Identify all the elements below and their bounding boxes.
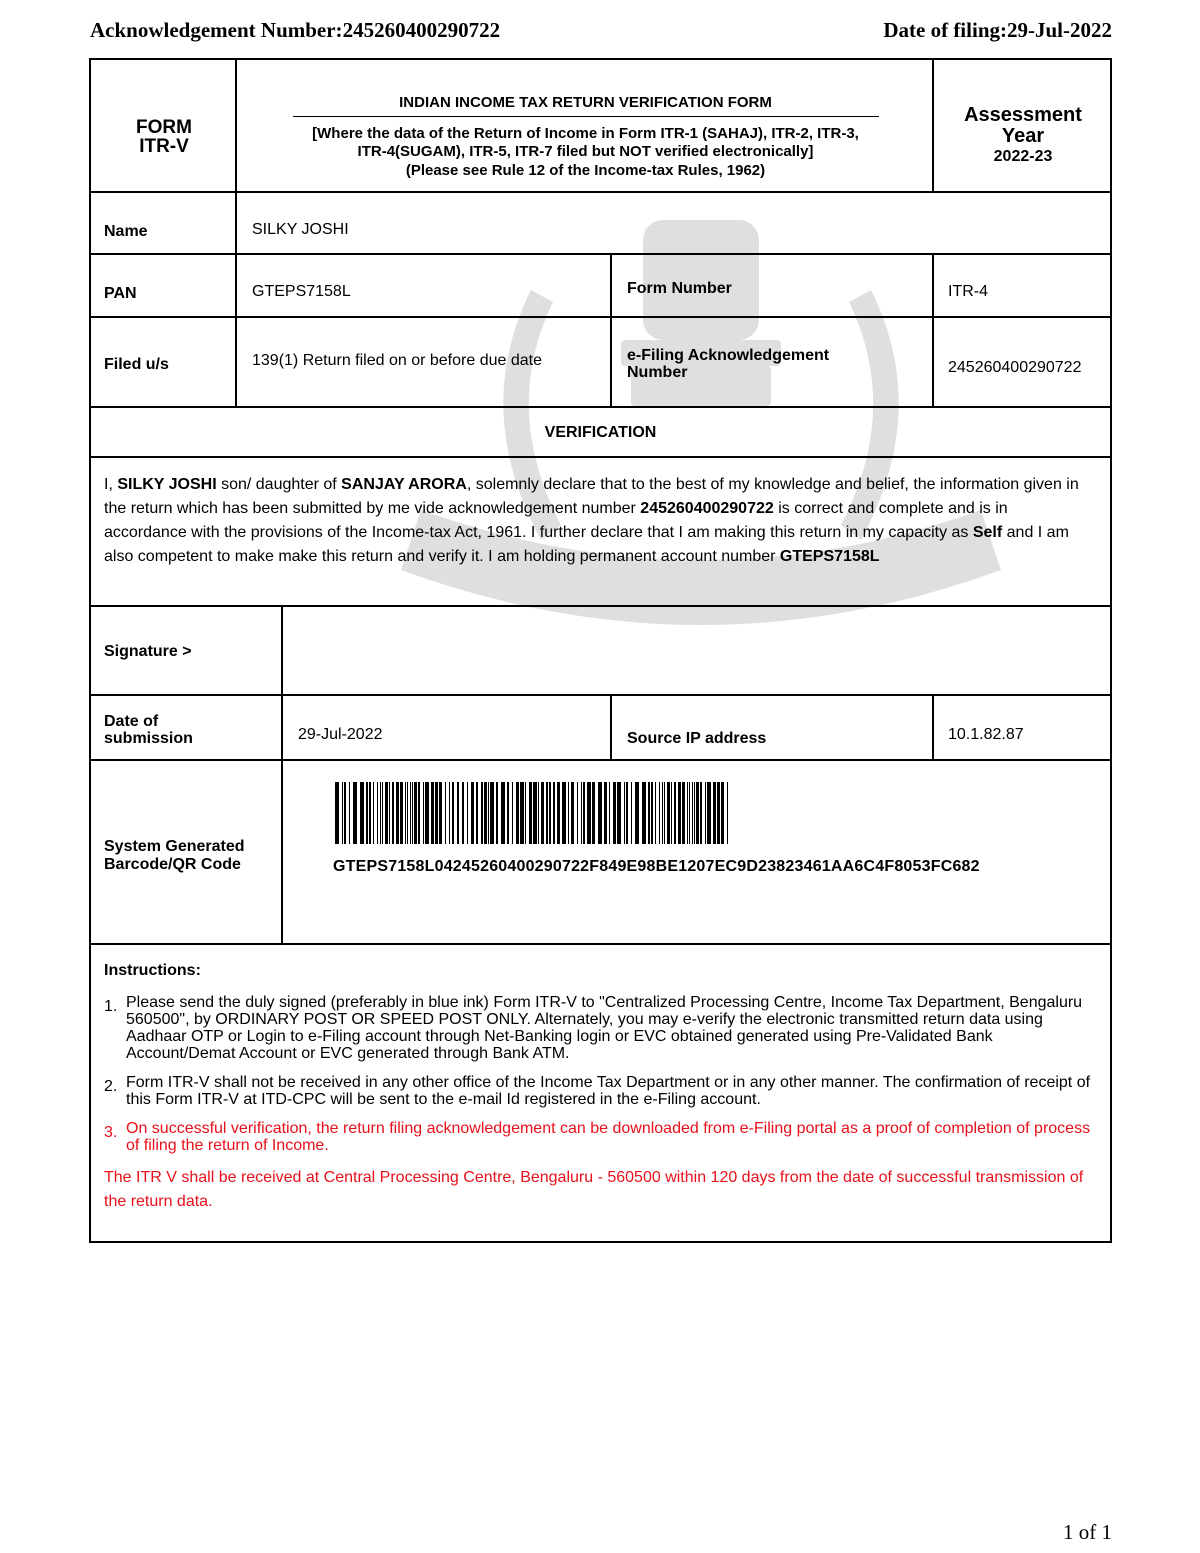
- barcode-bar: [476, 782, 478, 844]
- barcode-bar: [423, 782, 424, 844]
- barcode-bar: [598, 782, 602, 844]
- barcode-bar: [342, 782, 343, 844]
- barcode-bar: [694, 782, 695, 844]
- barcode-bar: [557, 782, 560, 844]
- barcode-bar: [581, 782, 582, 844]
- barcode-bar: [687, 782, 688, 844]
- barcode-bar: [525, 782, 526, 844]
- barcode-bar: [721, 782, 724, 844]
- form-subtitle-3: (Please see Rule 12 of the Income-tax Rules, 1962): [405, 162, 766, 179]
- barcode-bar: [418, 782, 420, 844]
- barcode-bar: [533, 782, 537, 844]
- barcode-bar: [507, 782, 509, 844]
- barcode-bar: [662, 782, 663, 844]
- title-underline: [293, 116, 879, 117]
- barcode-bar: [659, 782, 660, 844]
- barcode-bar: [538, 782, 539, 844]
- form-number-value: ITR-4: [948, 283, 988, 300]
- signature-label: Signature >: [104, 643, 192, 660]
- form-line1: FORM: [136, 117, 192, 138]
- divider: [91, 943, 1110, 945]
- barcode-bar: [671, 782, 672, 844]
- form-id-cell: [91, 60, 237, 193]
- barcode-bar: [631, 782, 632, 844]
- date-label-line2: submission: [104, 730, 193, 747]
- divider: [91, 456, 1110, 458]
- efiling-label-line1: e-Filing Acknowledgement: [627, 347, 830, 364]
- signature-box: [283, 607, 1112, 694]
- ack-label: Acknowledgement Number:: [90, 18, 343, 42]
- divider: [91, 694, 1110, 696]
- barcode-label-line2: Barcode/QR Code: [104, 856, 241, 873]
- barcode-bar: [705, 782, 706, 844]
- barcode-bar: [389, 782, 390, 844]
- instructions-section: [104, 962, 1094, 1214]
- barcode-bar: [467, 782, 468, 844]
- decl-ack-number: 245260400290722: [640, 500, 774, 517]
- barcode-bar: [481, 782, 483, 844]
- barcode-bar: [651, 782, 653, 844]
- ay-line2: Year: [1001, 125, 1045, 147]
- barcode-label-line1: System Generated: [104, 838, 245, 855]
- decl-capacity: Self: [972, 524, 1003, 541]
- decl-text: , solemnly declare that to the best of my knowledge and belief, the information given in the return which has been submitted by me vide acknowledgement number: [104, 476, 1079, 517]
- barcode-bar: [360, 782, 364, 844]
- ack-number: 245260400290722: [342, 18, 501, 42]
- barcode-bar: [717, 782, 720, 844]
- barcode-bar: [431, 782, 434, 844]
- barcode-bar: [667, 782, 670, 844]
- barcode-bar: [439, 782, 442, 844]
- filed-label: Filed u/s: [104, 356, 169, 373]
- barcode-bar: [377, 782, 378, 844]
- barcode-bar: [400, 782, 403, 844]
- barcode-bar: [396, 782, 399, 844]
- barcode-bar: [471, 782, 474, 844]
- barcode-bar: [609, 782, 610, 844]
- barcode-bar: [520, 782, 524, 844]
- barcode-bar: [349, 782, 350, 844]
- page-number: 1 of 1: [1063, 1520, 1112, 1544]
- efiling-label-line2: Number: [627, 364, 688, 381]
- source-ip-label: Source IP address: [627, 730, 767, 747]
- barcode-bar: [457, 782, 459, 844]
- barcode-bar: [689, 782, 690, 844]
- barcode-bar: [335, 782, 339, 844]
- date-label: Date of filing:: [883, 18, 1007, 42]
- barcode-bar: [583, 782, 585, 844]
- form-title: INDIAN INCOME TAX RETURN VERIFICATION FORM: [399, 94, 772, 111]
- efiling-label: [627, 347, 829, 381]
- barcode-bar: [407, 782, 408, 844]
- name-value: SILKY JOSHI: [252, 221, 349, 238]
- barcode-bar: [553, 782, 555, 844]
- barcode-bar: [516, 782, 519, 844]
- barcode-bar: [642, 782, 646, 844]
- date-value: 29-Jul-2022: [1007, 18, 1112, 42]
- assessment-year-cell: [934, 60, 1112, 193]
- form-line2: ITR-V: [139, 136, 189, 157]
- pan-value: GTEPS7158L: [252, 283, 351, 300]
- barcode-bar: [380, 782, 381, 844]
- barcode-bar: [664, 782, 665, 844]
- form-number-label: Form Number: [627, 280, 732, 297]
- barcode-bar: [488, 782, 489, 844]
- barcode-bar: [385, 782, 388, 844]
- instructions-title: Instructions:: [104, 962, 201, 979]
- barcode-bar: [549, 782, 551, 844]
- barcode-label: [104, 838, 245, 874]
- barcode-bar: [410, 782, 411, 844]
- divider: [91, 759, 1110, 761]
- instruction-text: Form ITR-V shall not be received in any other office of the Income Tax Department or in any other manner. The confirmation of receipt of this Form ITR-V at ITD-CPC will be sent to the e-mail Id registered in the e-Filing account.: [126, 1074, 1091, 1108]
- barcode-bar: [541, 782, 544, 844]
- verification-declaration: [104, 473, 1094, 569]
- barcode-bar: [571, 782, 574, 844]
- decl-parent-name: SANJAY ARORA: [341, 476, 467, 493]
- barcode-bar: [692, 782, 693, 844]
- barcode-bar: [713, 782, 716, 844]
- divider: [91, 316, 1110, 318]
- barcode-bar: [414, 782, 417, 844]
- form-title-cell: [239, 60, 932, 193]
- instruction-text: Please send the duly signed (preferably in blue ink) Form ITR-V to "Centralized Processing Centre, Income Tax Department, Bengaluru 560500", by ORDINARY POST OR SPEED POST ONLY. Alternately, you may e-verify the electronic transmitted return data using Aadhaar OTP or Login to e-Filing account through Net-Banking login or EVC obtained generated using Pre-Validated Bank Account/Demat Account or EVC generated through Bank ATM.: [126, 994, 1083, 1062]
- barcode-bar: [546, 782, 548, 844]
- barcode-bar: [435, 782, 438, 844]
- instruction-item: [104, 1120, 1094, 1154]
- barcode-icon: [335, 782, 735, 844]
- pan-label: PAN: [104, 285, 137, 302]
- barcode-bar: [626, 782, 628, 844]
- barcode-text: GTEPS7158L04245260400290722F849E98BE1207EC9D23823461AA6C4F8053FC682: [333, 858, 980, 875]
- form-subtitle-2: ITR-4(SUGAM), ITR-5, ITR-7 filed but NOT verified electronically]: [357, 143, 814, 160]
- acknowledgement-number-header: [90, 18, 500, 43]
- divider: [932, 694, 934, 759]
- barcode-bar: [648, 782, 650, 844]
- barcode-bar: [373, 782, 374, 844]
- barcode-bar: [674, 782, 676, 844]
- date-label-line1: Date of: [104, 713, 159, 730]
- divider: [610, 694, 612, 759]
- barcode-bar: [617, 782, 621, 844]
- barcode-bar: [405, 782, 406, 844]
- barcode-bar: [512, 782, 513, 844]
- date-of-filing-header: [883, 18, 1112, 43]
- divider: [610, 253, 612, 406]
- barcode-bar: [344, 782, 346, 844]
- instruction-number: 3.: [104, 1124, 118, 1141]
- verification-title: VERIFICATION: [544, 424, 657, 441]
- source-ip-value: 10.1.82.87: [948, 726, 1024, 743]
- barcode-bar: [568, 782, 569, 844]
- barcode-bar: [577, 782, 578, 844]
- barcode-bar: [445, 782, 446, 844]
- barcode-bar: [604, 782, 607, 844]
- barcode-bar: [727, 782, 728, 844]
- filed-value: 139(1) Return filed on or before due date: [252, 352, 542, 369]
- decl-pan: GTEPS7158L: [779, 548, 880, 565]
- barcode-bar: [392, 782, 394, 844]
- barcode-bar: [700, 782, 702, 844]
- name-label: Name: [104, 223, 148, 240]
- divider: [932, 253, 934, 406]
- ay-value: 2022-23: [993, 148, 1053, 165]
- barcode-bar: [412, 782, 413, 844]
- barcode-bar: [382, 782, 383, 844]
- barcode-bar: [496, 782, 498, 844]
- instruction-text: On successful verification, the return filing acknowledgement can be downloaded from e-Filing portal as a proof of completion of process of filing the return of Income.: [126, 1120, 1091, 1154]
- instruction-number: 1.: [104, 998, 118, 1015]
- decl-text: son/ daughter of: [216, 476, 342, 493]
- barcode-bar: [592, 782, 595, 844]
- barcode-bar: [613, 782, 616, 844]
- barcode-bar: [462, 782, 464, 844]
- barcode-bar: [624, 782, 625, 844]
- date-of-submission-value: 29-Jul-2022: [298, 726, 383, 743]
- instruction-number: 2.: [104, 1078, 118, 1095]
- barcode-bar: [484, 782, 487, 844]
- barcode-bar: [529, 782, 532, 844]
- instruction-item: [104, 1074, 1094, 1108]
- instruction-item: [104, 994, 1094, 1062]
- barcode-bar: [490, 782, 494, 844]
- barcode-bar: [369, 782, 371, 844]
- barcode-bar: [682, 782, 685, 844]
- barcode-bar: [587, 782, 591, 844]
- divider: [91, 253, 1110, 255]
- barcode-bar: [707, 782, 711, 844]
- barcode-bar: [449, 782, 450, 844]
- barcode-bar: [696, 782, 699, 844]
- barcode-bar: [635, 782, 639, 844]
- barcode-bar: [501, 782, 505, 844]
- barcode-bar: [452, 782, 454, 844]
- decl-text: and I am also competent to make make this return and verify it. I am holding permanent account number: [104, 524, 1069, 565]
- decl-name: SILKY JOSHI: [117, 476, 217, 493]
- efiling-value: 245260400290722: [948, 359, 1082, 376]
- page-header: [90, 14, 1112, 48]
- barcode-bar: [366, 782, 368, 844]
- barcode-bar: [425, 782, 429, 844]
- barcode-bar: [655, 782, 656, 844]
- date-of-submission-label: [104, 713, 193, 747]
- ay-line1: Assessment: [964, 104, 1082, 126]
- itr-v-form: [89, 58, 1112, 1243]
- decl-text: is correct and complete and is in accordance with the provisions of the Income-tax Act, 1961. I further declare that I am making this return in my capacity as: [104, 500, 1008, 541]
- divider: [91, 406, 1110, 408]
- barcode-bar: [678, 782, 681, 844]
- form-subtitle-1: [Where the data of the Return of Income in Form ITR-1 (SAHAJ), ITR-2, ITR-3,: [312, 125, 859, 142]
- red-note: The ITR V shall be received at Central Processing Centre, Bengaluru - 560500 within 120 days from the date of successful transmission of the return data.: [104, 1169, 1084, 1210]
- barcode-bar: [562, 782, 566, 844]
- barcode-bar: [353, 782, 357, 844]
- decl-text: I,: [104, 476, 118, 493]
